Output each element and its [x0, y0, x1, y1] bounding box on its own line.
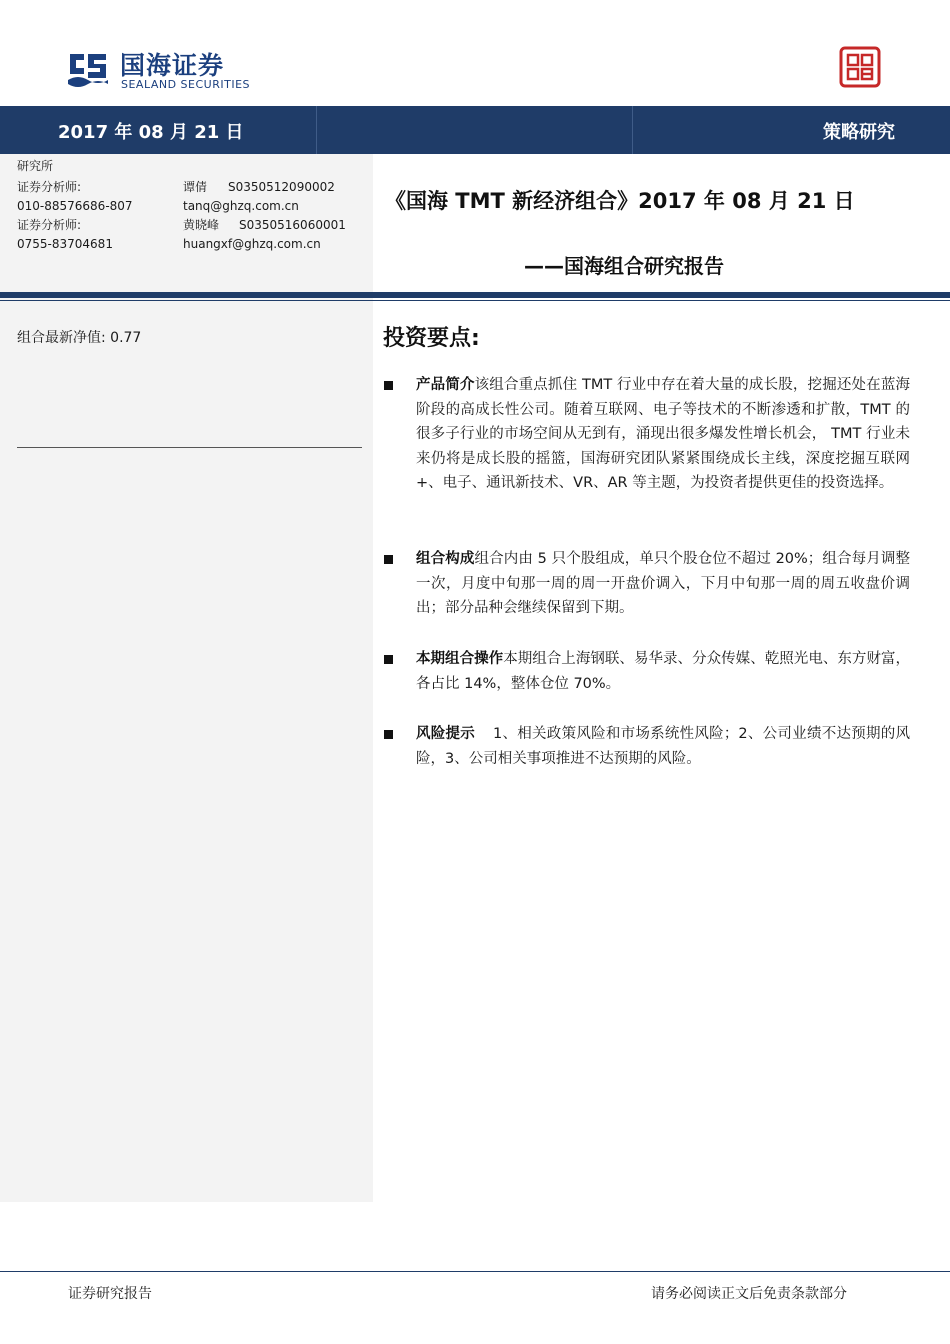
logo-text-en: SEALAND SECURITIES — [121, 78, 251, 91]
analyst-2-name: 黄晓峰 — [183, 218, 220, 232]
key-point-text: 该组合重点抓住 TMT 行业中存在着大量的成长股，挖掘还处在蓝海阶段的高成长性公司。随着互联网、电子等技术的不断渗透和扩散，TMT 的很多子行业的市场空间从无到有，涌现出很多爆发性增长机会， TMT 行业未来仍将是成长股的摇篮，国海研究团队紧紧围绕成长主线，深度挖掘互联网+、电子、通讯新技术、VR、AR 等主题，为投资者提供更佳的投资选择。 — [416, 377, 910, 491]
net-value-number: 0.77 — [110, 330, 142, 346]
key-points-heading: 投资要点: — [383, 326, 480, 351]
analyst-2-id: S0350516060001 — [239, 218, 346, 232]
key-point-item — [416, 373, 910, 496]
institute-label: 研究所 — [17, 159, 54, 173]
key-point-text: 组合内由 5 只个股组成，单只个股仓位不超过 20%；组合每月调整一次，月度中旬那一周的周一开盘价调入，下月中旬那一周的周五收盘价调出；部分品种会继续保留到下期。 — [416, 551, 911, 616]
key-point-label: 本期组合操作 — [416, 651, 504, 667]
footer-rule — [0, 1271, 950, 1272]
analyst-2-email[interactable]: huangxf@ghzq.com.cn — [183, 237, 321, 251]
analyst-1-id: S0350512090002 — [228, 180, 335, 194]
title-divider-thin — [0, 300, 950, 301]
key-point-label: 产品简介 — [416, 377, 475, 393]
analyst-1-name: 谭倩 — [183, 180, 208, 194]
sidebar-rule — [17, 447, 362, 448]
key-point-label: 组合构成 — [416, 551, 475, 567]
key-point-text: 本期组合上海钢联、易华录、分众传媒、乾照光电、东方财富，各占比 14%，整体仓位 70%。 — [416, 651, 911, 692]
report-title: 《国海 TMT 新经济组合》2017 年 08 月 21 日 — [385, 189, 855, 213]
net-value-label: 组合最新净值: — [17, 330, 106, 346]
net-value — [17, 327, 141, 347]
key-point-text: 1、相关政策风险和市场系统性风险；2、公司业绩不达预期的风险，3、公司相关事项推进不达预期的风险。 — [416, 726, 911, 767]
key-point-item — [416, 722, 910, 771]
key-point-item — [416, 547, 910, 621]
left-sidebar — [0, 154, 373, 1202]
footer-disclaimer-note: 请务必阅读正文后免责条款部分 — [651, 1286, 847, 1302]
sealand-logo-icon — [66, 48, 110, 90]
footer-left: 证券研究报告 — [68, 1286, 152, 1302]
analyst-2-phone: 0755-83704681 — [17, 237, 113, 251]
report-subtitle: ——国海组合研究报告 — [524, 254, 724, 278]
research-seal-icon — [839, 46, 881, 88]
analyst-1-role: 证券分析师: — [17, 180, 82, 194]
bullet-square-icon — [384, 555, 393, 564]
analyst-1-email[interactable]: tanq@ghzq.com.cn — [183, 199, 299, 213]
bullet-square-icon — [384, 381, 393, 390]
report-category: 策略研究 — [823, 122, 895, 143]
bullet-square-icon — [384, 730, 393, 739]
key-point-label: 风险提示 — [416, 726, 476, 742]
analyst-1-phone: 010-88576686-807 — [17, 199, 133, 213]
band-divider — [316, 106, 317, 154]
logo-text-cn: 国海证券 — [120, 51, 225, 80]
bullet-square-icon — [384, 655, 393, 664]
key-point-item — [416, 647, 910, 696]
report-date: 2017 年 08 月 21 日 — [58, 122, 244, 143]
band-divider — [632, 106, 633, 154]
analyst-2-role: 证券分析师: — [17, 218, 82, 232]
title-divider — [0, 292, 950, 298]
